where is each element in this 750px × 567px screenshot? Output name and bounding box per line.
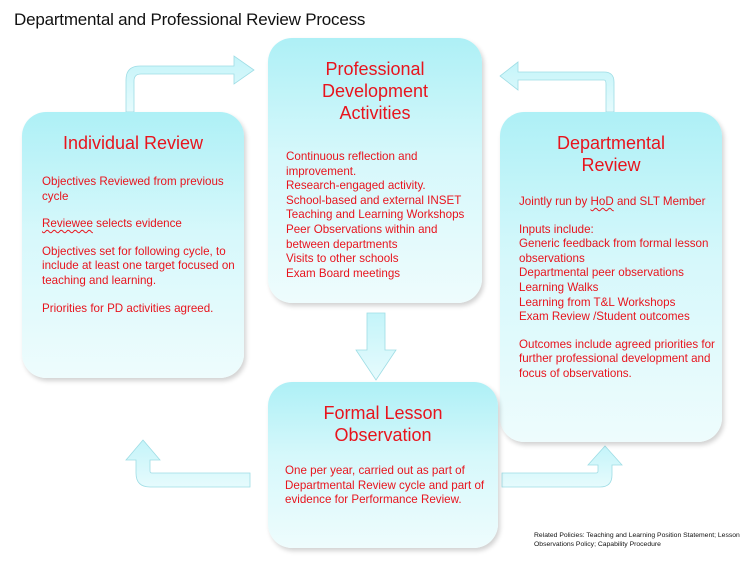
- reviewee-evidence-text: [42, 217, 242, 232]
- pd-item: Visits to other schools: [286, 252, 399, 266]
- pd-priorities-text: Priorities for PD activities agreed.: [42, 301, 214, 315]
- pd-item: Research-engaged activity.: [286, 179, 426, 193]
- pd-item: Teaching and Learning Workshops: [286, 208, 465, 222]
- input-item: Learning Walks: [519, 280, 599, 294]
- departmental-review-box: [500, 112, 722, 442]
- input-item: Exam Review /Student outcomes: [519, 310, 690, 324]
- professional-development-heading: Professional Development Activities: [321, 59, 429, 123]
- individual-review-body: [42, 175, 242, 316]
- arrow-formal-to-dept: [502, 446, 622, 487]
- formal-lesson-observation-text: One per year, carried out as part of Departmental Review cycle and part of evidence for Performance Review.: [285, 464, 485, 507]
- input-item: Learning from T&L Workshops: [519, 295, 676, 309]
- arrow-pd-to-formal: [356, 313, 396, 380]
- professional-development-box: [268, 38, 482, 303]
- departmental-review-heading: Departmental Review: [556, 133, 666, 175]
- related-policies-note: Related Policies: Teaching and Learning Position Statement; Lesson Observations Policy; Capability Procedure: [534, 532, 740, 548]
- formal-lesson-observation-heading: Formal Lesson Observation: [323, 403, 443, 445]
- reviewee-word: Reviewee: [42, 217, 93, 231]
- pd-item: Exam Board meetings: [286, 266, 401, 280]
- jointly-run-text: [519, 195, 717, 210]
- input-item: Generic feedback from formal lesson observations: [519, 237, 709, 265]
- individual-review-heading: Individual Review: [62, 133, 204, 153]
- jointly-pre: Jointly run by: [519, 195, 591, 208]
- arrow-formal-to-individual: [126, 440, 250, 487]
- arrow-dept-to-pd: [500, 62, 614, 112]
- hod-word: HoD: [590, 195, 614, 208]
- outcomes-text: Outcomes include agreed priorities for further professional development and focus of observations.: [519, 337, 715, 380]
- arrow-individual-to-pd: [126, 56, 254, 112]
- pd-item: School-based and external INSET: [286, 193, 462, 207]
- individual-review-box: [22, 112, 244, 378]
- objectives-set-text: Objectives set for following cycle, to include at least one target focused on teaching and learning.: [42, 244, 235, 287]
- jointly-post: and SLT Member: [613, 195, 706, 208]
- pd-item: Peer Observations within and between departments: [286, 222, 438, 251]
- input-item: Departmental peer observations: [519, 266, 684, 280]
- reviewee-rest: selects evidence: [92, 217, 182, 231]
- formal-lesson-observation-box: [268, 382, 498, 548]
- inputs-title: Inputs include:: [519, 222, 594, 236]
- objectives-reviewed-text: Objectives Reviewed from previous cycle: [42, 175, 224, 203]
- professional-development-list: [286, 150, 478, 281]
- pd-item: Continuous reflection and improvement.: [286, 150, 418, 178]
- departmental-review-body: [519, 195, 717, 382]
- page-title: Departmental and Professional Review Process: [14, 10, 366, 29]
